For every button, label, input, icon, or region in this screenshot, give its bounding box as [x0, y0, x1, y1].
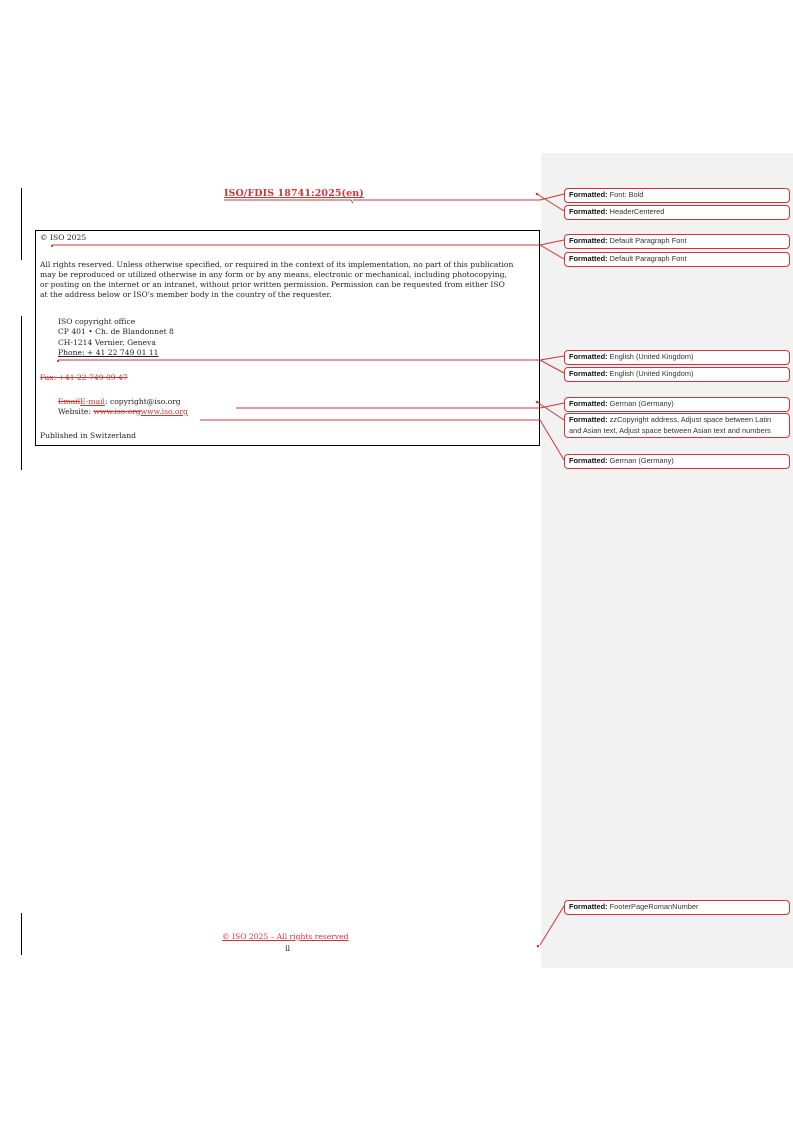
rights-line: All rights reserved. Unless otherwise specified, or required in the context of its implementation, no part of this publication — [40, 260, 514, 269]
document-header-id: ISO/FDIS 18741:2025(en) — [224, 188, 364, 199]
comment-text: HeaderCentered — [609, 207, 665, 216]
comment-label: Formatted: — [569, 190, 608, 199]
comment-text: Default Paragraph Font — [609, 254, 687, 263]
comment-label: Formatted: — [569, 456, 608, 465]
address-office: ISO copyright office — [58, 317, 136, 326]
comment-label: Formatted: — [569, 236, 608, 245]
comment-text: zzCopyright address, Adjust space between Latin and Asian text, Adjust space between Asian text and numbers — [569, 415, 772, 435]
comment-text: Default Paragraph Font — [609, 236, 687, 245]
comment-text: FooterPageRomanNumber — [609, 902, 699, 911]
markup-pane — [541, 153, 793, 968]
website-deleted[interactable]: www.iso.org — [93, 407, 141, 416]
website-inserted[interactable]: www.iso.org — [140, 407, 188, 416]
rights-line: or posting on the internet or an intranet, without prior written permission. Permission can be requested from either ISO — [40, 280, 505, 289]
email-value: : copyright@iso.org — [104, 397, 181, 406]
comment-label: Formatted: — [569, 415, 608, 424]
change-bar — [21, 316, 22, 470]
comment-balloon[interactable] — [564, 900, 790, 915]
comment-balloon[interactable] — [564, 397, 790, 412]
comment-balloon[interactable] — [564, 205, 790, 220]
comment-text: Font: Bold — [609, 190, 644, 199]
change-bar — [21, 188, 22, 260]
comment-balloon[interactable] — [564, 454, 790, 469]
comment-label: Formatted: — [569, 254, 608, 263]
comment-label: Formatted: — [569, 902, 608, 911]
comment-text: German (Germany) — [609, 456, 674, 465]
comment-label: Formatted: — [569, 207, 608, 216]
published-in: Published in Switzerland — [40, 431, 137, 440]
comment-label: Formatted: — [569, 369, 608, 378]
rights-paragraph — [40, 260, 536, 300]
footer-copyright: © ISO 2025 – All rights reserved — [222, 932, 349, 941]
comment-text: English (United Kingdom) — [609, 369, 694, 378]
comment-balloon[interactable] — [564, 413, 790, 438]
rights-line: at the address below or ISO's member body in the country of the requester. — [40, 290, 332, 299]
rights-line: may be reproduced or utilized otherwise in any form or by any means, electronic or mechanical, including photocopying, — [40, 270, 507, 279]
email-inserted: E-mail — [80, 397, 105, 406]
address-phone: Phone: + 41 22 749 01 11 — [58, 348, 159, 357]
comment-balloon[interactable] — [564, 367, 790, 382]
change-bar — [21, 913, 22, 955]
comment-balloon[interactable] — [564, 234, 790, 249]
address-city: CH-1214 Vernier, Geneva — [58, 338, 156, 347]
comment-balloon[interactable] — [564, 252, 790, 267]
comment-label: Formatted: — [569, 352, 608, 361]
comment-text: German (Germany) — [609, 399, 674, 408]
fax-deleted: Fax: +41 22 749 09 47 — [40, 373, 128, 382]
website-label: Website: — [58, 407, 94, 416]
comment-text: English (United Kingdom) — [609, 352, 694, 361]
email-line — [58, 397, 181, 407]
footer-page-number: ii — [285, 944, 291, 953]
copyright-line: © ISO 2025 — [40, 233, 87, 242]
comment-balloon[interactable] — [564, 350, 790, 365]
address-street: CP 401 • Ch. de Blandonnet 8 — [58, 327, 174, 336]
website-line — [58, 407, 188, 417]
email-deleted: Email — [58, 397, 81, 406]
comment-label: Formatted: — [569, 399, 608, 408]
comment-balloon[interactable] — [564, 188, 790, 203]
